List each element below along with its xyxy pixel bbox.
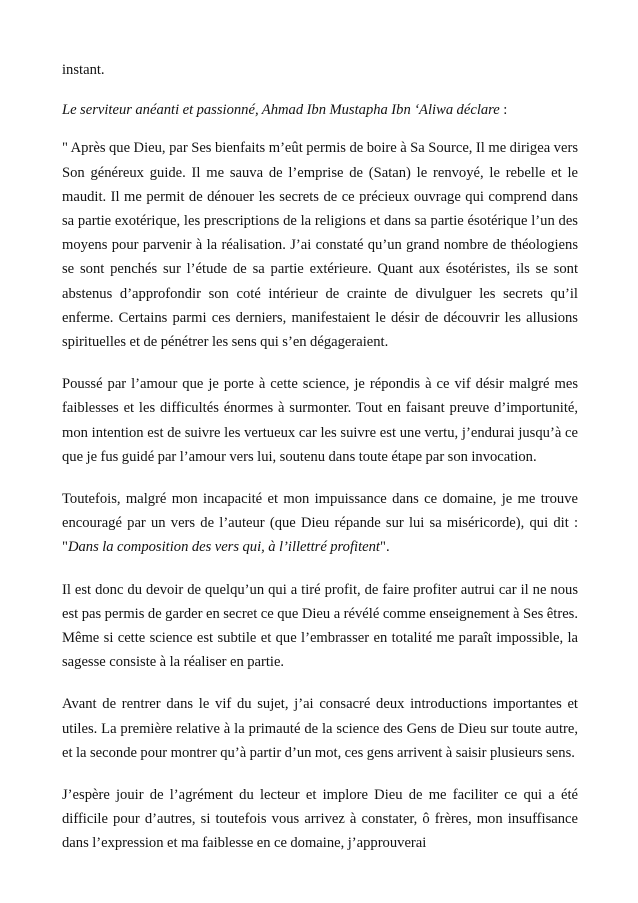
author-introduction-suffix: : — [499, 102, 508, 119]
author-introduction-italic: Le serviteur anéanti et passionné, Ahmad Ibn Mustapha Ibn ‘Aliwa déclare — [62, 102, 500, 119]
paragraph-2: Poussé par l’amour que je porte à cette science, je répondis à ce vif désir malgré mes faiblesses et les difficultés énormes à surmonter. Tout en faisant preuve d’importunité, mon intention est de suivre les vertueux car les suivre est une vertu, j’endurai jusqu’à ce que je fus guidé par l’amour vers lui, soutenu dans toute étape par son invocation. — [62, 376, 578, 465]
author-introduction — [62, 98, 578, 122]
paragraph-5: Avant de rentrer dans le vif du sujet, j’ai consacré deux introductions importantes et utiles. La première relative à la primauté de la science des Gens de Dieu sur toute autre, et la seconde pour montrer qu’à partir d’un mot, ces gens arrivent à saisir plusieurs sens. — [62, 696, 578, 761]
paragraph-6: J’espère jouir de l’agrément du lecteur et implore Dieu de me faciliter ce qui a été difficile pour d’autres, si toutefois vous arrivez à constater, ô frères, mon insuffisance dans l’expression et ma faiblesse en ce domaine, j’approuverai — [62, 787, 578, 852]
paragraph-1: " Après que Dieu, par Ses bienfaits m’eût permis de boire à Sa Source, Il me dirigea vers Son généreux guide. Il me sauva de l’emprise de (Satan) le renvoyé, le rebelle et le maudit. Il me permit de dénouer les secrets de ce précieux ouvrage qui comprend dans sa partie exotérique, les prescriptions de la religions et dans sa partie ésotérique l’un des moyens pour parvenir à la réalisation. J’ai constaté qu’un grand nombre de théologiens se sont penchés sur l’étude de sa partie extérieure. Quant aux ésotéristes, ils se sont abstenus d’approfondir son coté intérieur de crainte de divulguer les secrets qu’il enferme. Certains parmi ces derniers, manifestaient le désir de découvrir les allusions spirituelles et de pénétrer les sens qui s’en dégageraient. — [62, 140, 578, 351]
paragraph-quote — [62, 487, 578, 560]
quote-lead-text: Toutefois, malgré mon incapacité et mon impuissance dans ce domaine, je me trouve encouragé par un vers de l’auteur (que Dieu répande sur lui sa miséricorde), qui dit : " — [62, 491, 578, 556]
quote-trail-text: ". — [379, 539, 390, 556]
document-page — [62, 58, 578, 874]
quoted-verse: Dans la composition des vers qui, à l’illettré profitent — [67, 539, 380, 556]
continued-line: instant. — [62, 62, 105, 78]
paragraph-4: Il est donc du devoir de quelqu’un qui a tiré profit, de faire profiter autrui car il ne nous est pas permis de garder en secret ce que Dieu a révélé comme enseignement à Ses êtres. Même si cette science est subtile et que l’embrasser en totalité me paraît impossible, la sagesse consiste à la réaliser en partie. — [62, 581, 578, 671]
